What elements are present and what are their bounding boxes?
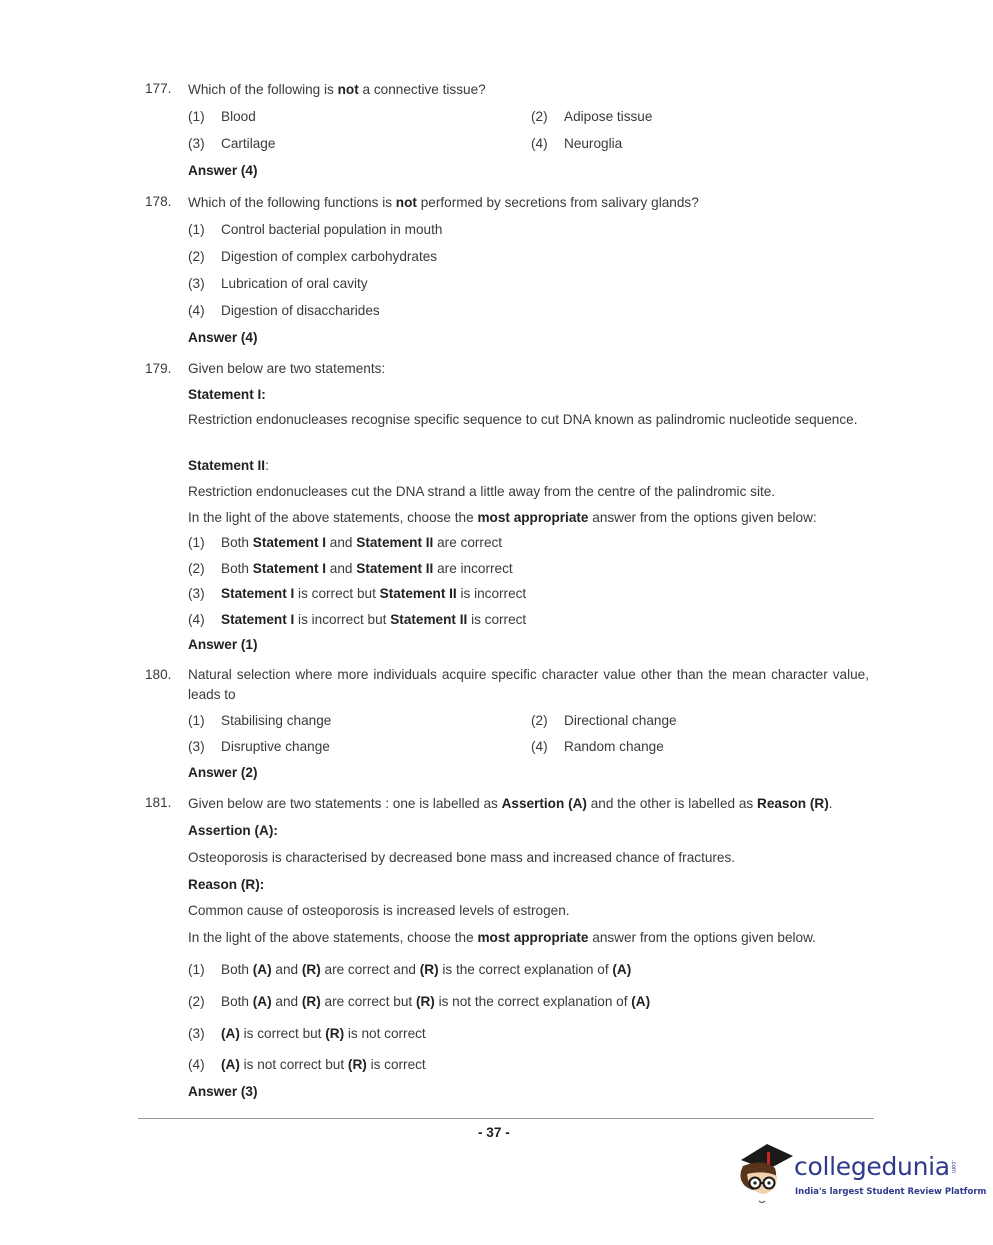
question-number: 180. [145,667,172,682]
option: (2) Adipose tissue [531,109,653,124]
assertion-label: Assertion (A): [188,823,278,838]
option: (3) Cartilage [188,136,276,151]
option: (4) Random change [531,739,664,754]
option: (1) Both (A) and (R) are correct and (R) is the correct explanation of (A) [188,962,632,977]
option: (2) Digestion of complex carbohydrates [188,249,438,264]
question-number: 178. [145,194,172,209]
page-number: - 37 - [478,1125,510,1140]
answer: Answer (3) [188,1084,258,1099]
statement-text: Restriction endonucleases recognise specific sequence to cut DNA known as palindromic nucleotide sequence. [188,412,858,427]
question-text: Natural selection where more individuals acquire specific character value other than the mean character value, leads to [188,667,869,702]
instruction: In the light of the above statements, choose the most appropriate answer from the options given below. [188,930,816,945]
assertion-text: Osteoporosis is characterised by decreased bone mass and increased chance of fractures. [188,850,736,865]
logo-wordmark: collegedunia [794,1152,950,1181]
option: (1) Control bacterial population in mouth [188,222,443,237]
option: (3) Lubrication of oral cavity [188,276,368,291]
option: (2) Both (A) and (R) are correct but (R) is not the correct explanation of (A) [188,994,651,1009]
option: (4) (A) is not correct but (R) is correct [188,1057,426,1072]
option: (1) Blood [188,109,256,124]
option: (2) Both Statement I and Statement II are incorrect [188,561,513,576]
reason-label: Reason (R): [188,877,265,892]
question-text: Given below are two statements : one is labelled as Assertion (A) and the other is labelled as Reason (R). [188,796,833,811]
question-number: 177. [145,81,172,96]
question-text: Which of the following is not a connective tissue? [188,82,486,97]
option: (1) Both Statement I and Statement II are correct [188,535,503,550]
option: (4) Digestion of disaccharides [188,303,380,318]
statement-text: Restriction endonucleases cut the DNA strand a little away from the centre of the palindromic site. [188,484,776,499]
option: (2) Directional change [531,713,677,728]
statement-label: Statement I: [188,387,266,402]
option: (3) (A) is correct but (R) is not correct [188,1026,426,1041]
option: (3) Statement I is correct but Statement II is incorrect [188,586,527,601]
option: (3) Disruptive change [188,739,330,754]
mascot-logo-icon [733,1138,795,1208]
question-number: 179. [145,361,172,376]
answer: Answer (4) [188,330,258,345]
reason-text: Common cause of osteoporosis is increased levels of estrogen. [188,903,570,918]
question-number: 181. [145,795,172,810]
footer-divider [138,1118,874,1119]
option: (4) Neuroglia [531,136,623,151]
answer: Answer (4) [188,163,258,178]
logo-tagline: India's largest Student Review Platform [795,1187,987,1197]
logo-tld: .com [950,1160,956,1174]
instruction: In the light of the above statements, choose the most appropriate answer from the options given below: [188,510,817,525]
statement-label: Statement II: [188,458,269,473]
answer: Answer (1) [188,637,258,652]
option: (4) Statement I is incorrect but Statement II is correct [188,612,527,627]
question-text: Which of the following functions is not performed by secretions from salivary glands? [188,195,699,210]
answer: Answer (2) [188,765,258,780]
option: (1) Stabilising change [188,713,332,728]
question-text: Given below are two statements: [188,361,386,376]
